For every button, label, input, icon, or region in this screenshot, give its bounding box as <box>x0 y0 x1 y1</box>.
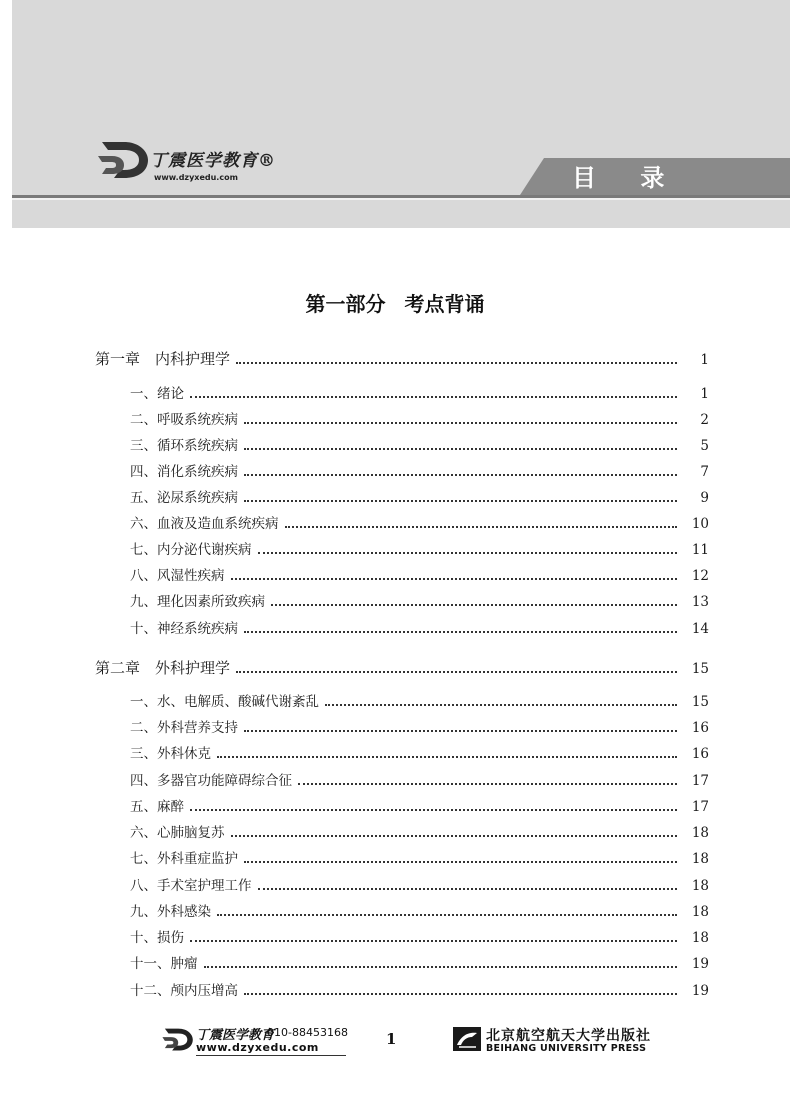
toc-entry-label: 四、多器官功能障碍综合征 <box>130 773 292 789</box>
toc-entry[interactable] <box>130 512 709 534</box>
toc-entry[interactable] <box>130 564 709 586</box>
toc-entry-label: 七、内分泌代谢疾病 <box>130 542 252 558</box>
toc-page-number: 7 <box>700 464 709 480</box>
dot-leader <box>244 500 677 502</box>
toc-page-number: 11 <box>691 542 709 558</box>
toc-entry[interactable] <box>130 538 709 560</box>
toc-page-number: 19 <box>691 983 709 999</box>
toc-entry[interactable] <box>130 847 709 869</box>
toc-entry-label: 九、外科感染 <box>130 904 211 920</box>
toc-page-number: 16 <box>691 720 709 736</box>
press-name-english: BEIHANG UNIVERSITY PRESS <box>486 1043 647 1054</box>
brand-url: www.dzyxedu.com <box>154 173 238 182</box>
dot-leader <box>236 362 677 364</box>
toc-page-number: 9 <box>700 490 709 506</box>
dot-leader <box>244 631 677 633</box>
toc-page-number: 18 <box>691 825 709 841</box>
toc-chapter-label: 第二章 外科护理学 <box>95 659 231 677</box>
toc-entry[interactable] <box>130 716 709 738</box>
toc-entry[interactable] <box>130 590 709 612</box>
toc-title: 目 录 <box>572 164 683 192</box>
toc-entry[interactable] <box>130 690 709 712</box>
toc-page-number: 15 <box>691 661 709 677</box>
press-logo-icon <box>452 1026 482 1052</box>
dot-leader <box>325 704 677 706</box>
toc-page-number: 18 <box>691 851 709 867</box>
toc-page-number: 13 <box>691 594 709 610</box>
dot-leader <box>244 448 677 450</box>
toc-entry[interactable] <box>130 408 709 430</box>
toc-entry-label: 三、循环系统疾病 <box>130 438 238 454</box>
toc-entry-label: 七、外科重症监护 <box>130 851 238 867</box>
toc-page-number: 16 <box>691 746 709 762</box>
toc-page-number: 18 <box>691 904 709 920</box>
toc-entry-label: 二、外科营养支持 <box>130 720 238 736</box>
toc-entry-label: 十一、肿瘤 <box>130 956 198 972</box>
toc-entry[interactable] <box>130 382 709 404</box>
toc-entry[interactable] <box>130 769 709 791</box>
toc-entry[interactable] <box>130 795 709 817</box>
dot-leader <box>244 474 677 476</box>
toc-chapter-label: 第一章 内科护理学 <box>95 350 231 368</box>
toc-entry[interactable] <box>130 434 709 456</box>
dot-leader <box>298 783 677 785</box>
part-title: 第一部分 考点背诵 <box>305 292 485 316</box>
dot-leader <box>204 966 678 968</box>
toc-entry[interactable] <box>130 821 709 843</box>
dot-leader <box>236 671 677 673</box>
toc-page-number: 19 <box>691 956 709 972</box>
toc-page-number: 14 <box>691 621 709 637</box>
toc-entry[interactable] <box>130 952 709 974</box>
footer-brand-name: 丁震医学教育 <box>196 1028 275 1043</box>
brand-name: 丁震医学教育® <box>150 151 276 171</box>
toc-page-number: 10 <box>691 516 709 532</box>
toc-entry[interactable] <box>130 874 709 896</box>
toc-entry[interactable] <box>130 617 709 639</box>
dot-leader <box>217 756 677 758</box>
toc-entry-label: 六、血液及造血系统疾病 <box>130 516 279 532</box>
dot-leader <box>190 809 677 811</box>
dot-leader <box>258 888 678 890</box>
toc-entry-label: 五、麻醉 <box>130 799 184 815</box>
dot-leader <box>244 993 677 995</box>
toc-entry-label: 一、水、电解质、酸碱代谢紊乱 <box>130 694 319 710</box>
toc-entry-label: 六、心肺脑复苏 <box>130 825 225 841</box>
toc-entry-label: 四、消化系统疾病 <box>130 464 238 480</box>
toc-page-number: 17 <box>691 773 709 789</box>
dot-leader <box>190 940 677 942</box>
brand-logo-icon <box>94 136 150 182</box>
dot-leader <box>244 730 677 732</box>
header-divider-highlight <box>12 198 790 200</box>
toc-page-number: 5 <box>700 438 709 454</box>
page-number: 1 <box>386 1030 397 1048</box>
toc-entry[interactable] <box>130 926 709 948</box>
toc-entry-label: 十二、颅内压增高 <box>130 983 238 999</box>
footer-brand-logo-icon <box>160 1024 194 1054</box>
dot-leader <box>231 835 678 837</box>
toc-entry-label: 八、手术室护理工作 <box>130 878 252 894</box>
toc-entry[interactable] <box>130 742 709 764</box>
toc-entry[interactable] <box>130 900 709 922</box>
toc-entry[interactable] <box>130 486 709 508</box>
toc-entry[interactable] <box>130 979 709 1001</box>
toc-page-number: 18 <box>691 930 709 946</box>
toc-entry-label: 八、风湿性疾病 <box>130 568 225 584</box>
toc-chapter[interactable] <box>95 657 709 679</box>
toc-page-number: 15 <box>691 694 709 710</box>
toc-entry-label: 二、呼吸系统疾病 <box>130 412 238 428</box>
press-name: 北京航空航天大学出版社 <box>486 1028 651 1044</box>
dot-leader <box>244 861 677 863</box>
footer-url[interactable]: www.dzyxedu.com <box>196 1041 319 1054</box>
toc-entry-label: 一、绪论 <box>130 386 184 402</box>
toc-entry-label: 十、损伤 <box>130 930 184 946</box>
toc-chapter[interactable] <box>95 348 709 370</box>
toc-page-number: 1 <box>700 386 709 402</box>
toc-entry-label: 十、神经系统疾病 <box>130 621 238 637</box>
dot-leader <box>190 396 677 398</box>
dot-leader <box>285 526 678 528</box>
toc-page-number: 2 <box>700 412 709 428</box>
toc-entry-label: 五、泌尿系统疾病 <box>130 490 238 506</box>
footer-url-underline <box>196 1055 346 1056</box>
footer-phone: 010-88453168 <box>267 1026 348 1039</box>
toc-entry-label: 九、理化因素所致疾病 <box>130 594 265 610</box>
toc-page-number: 18 <box>691 878 709 894</box>
toc-entry-label: 三、外科休克 <box>130 746 211 762</box>
toc-page-number: 1 <box>700 352 709 368</box>
dot-leader <box>271 604 677 606</box>
dot-leader <box>231 578 678 580</box>
dot-leader <box>217 914 677 916</box>
toc-page-number: 17 <box>691 799 709 815</box>
toc-page-number: 12 <box>691 568 709 584</box>
dot-leader <box>244 422 677 424</box>
dot-leader <box>258 552 678 554</box>
toc-entry[interactable] <box>130 460 709 482</box>
